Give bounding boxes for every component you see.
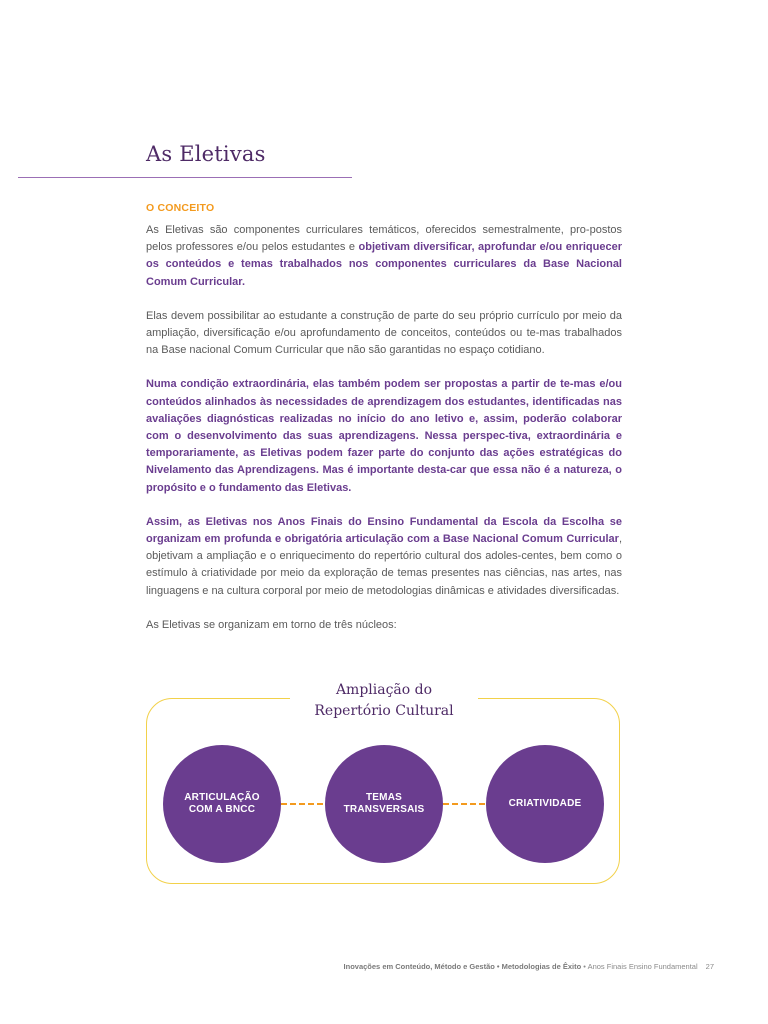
diagram-title bbox=[290, 680, 478, 722]
paragraph-2: Elas devem possibilitar ao estudante a construção de parte do seu próprio currículo por meio da ampliação, diversificação e/ou aprofundamento de conceitos, conteúdos ou te-mas trabalhados na Base nacional Comum Curricular que não são garantidas no espaço cotidiano. bbox=[146, 309, 622, 357]
page-footer bbox=[344, 962, 714, 971]
paragraph-1 bbox=[146, 222, 622, 291]
diagram-title-line-2: Repertório Cultural bbox=[314, 703, 454, 719]
paragraph-1-highlight: objetivam diversificar, aprofundar e/ou enriquecer os conteúdos e temas trabalhados nos componentes curriculares da Base Nacional Comum Curricular. bbox=[146, 241, 622, 288]
paragraph-4-highlight: Assim, as Eletivas nos Anos Finais do Ensino Fundamental da Escola da Escolha se organizam em profunda e obrigatória articulação com a Base Nacional Comum Curricular bbox=[146, 515, 622, 546]
node-temas-transversais bbox=[325, 745, 443, 863]
node-criatividade bbox=[486, 745, 604, 863]
dashed-connector-2 bbox=[443, 803, 485, 805]
page-title: As Eletivas bbox=[146, 142, 266, 166]
paragraph-1-text: As Eletivas são componentes curriculares temáticos, oferecidos semestralmente, pro-postos pelos professores e/ou pelos estudantes e bbox=[146, 224, 622, 254]
node-1-line-1: ARTICULAÇÃO bbox=[184, 792, 260, 803]
title-divider bbox=[18, 177, 352, 178]
node-1-line-2: COM A BNCC bbox=[188, 804, 256, 815]
paragraph-5: As Eletivas se organizam em torno de três núcleos: bbox=[146, 618, 397, 631]
page-number: 27 bbox=[705, 962, 714, 971]
paragraph-4-text: , objetivam a ampliação e o enriquecimento do repertório cultural dos adoles-centes, bem como o estímulo à criatividade por meio da exploração de temas presentes nas ciências, nas artes, nas linguagens e na cultura corporal por meio de metodologias dinâmicas e atividades diversificadas. bbox=[146, 533, 622, 597]
node-2-line-2: TRANSVERSAIS bbox=[343, 804, 425, 815]
footer-title: Inovações em Conteúdo, Método e Gestão • Metodologias de Êxito bbox=[343, 962, 582, 971]
paragraph-3: Numa condição extraordinária, elas também podem ser propostas a partir de te-mas e/ou conteúdos alinhados às necessidades de aprendizagem dos estudantes, identificadas nas avaliações diagnósticas realizadas no início do ano letivo e, assim, poderão colaborar com o desenvolvimento das suas aprendizagens. Nessa perspec-tiva, extraordinária e temporariamente, as Eletivas podem fazer parte do conjunto das ações estratégicas do Nivelamento das Aprendizagens. Mas é importante desta-car que essa não é a natureza, o propósito e o fundamento das Eletivas. bbox=[146, 378, 622, 494]
node-2-line-1: TEMAS bbox=[366, 792, 402, 803]
paragraph-4 bbox=[146, 514, 622, 600]
footer-subtitle: • Anos Finais Ensino Fundamental bbox=[581, 962, 698, 971]
diagram-title-line-1: Ampliação do bbox=[335, 682, 433, 698]
node-3-line-1: CRIATIVIDADE bbox=[508, 798, 582, 809]
body-text bbox=[146, 222, 622, 651]
section-label: O CONCEITO bbox=[146, 202, 215, 214]
node-articulacao-bncc bbox=[163, 745, 281, 863]
dashed-connector-1 bbox=[281, 803, 323, 805]
